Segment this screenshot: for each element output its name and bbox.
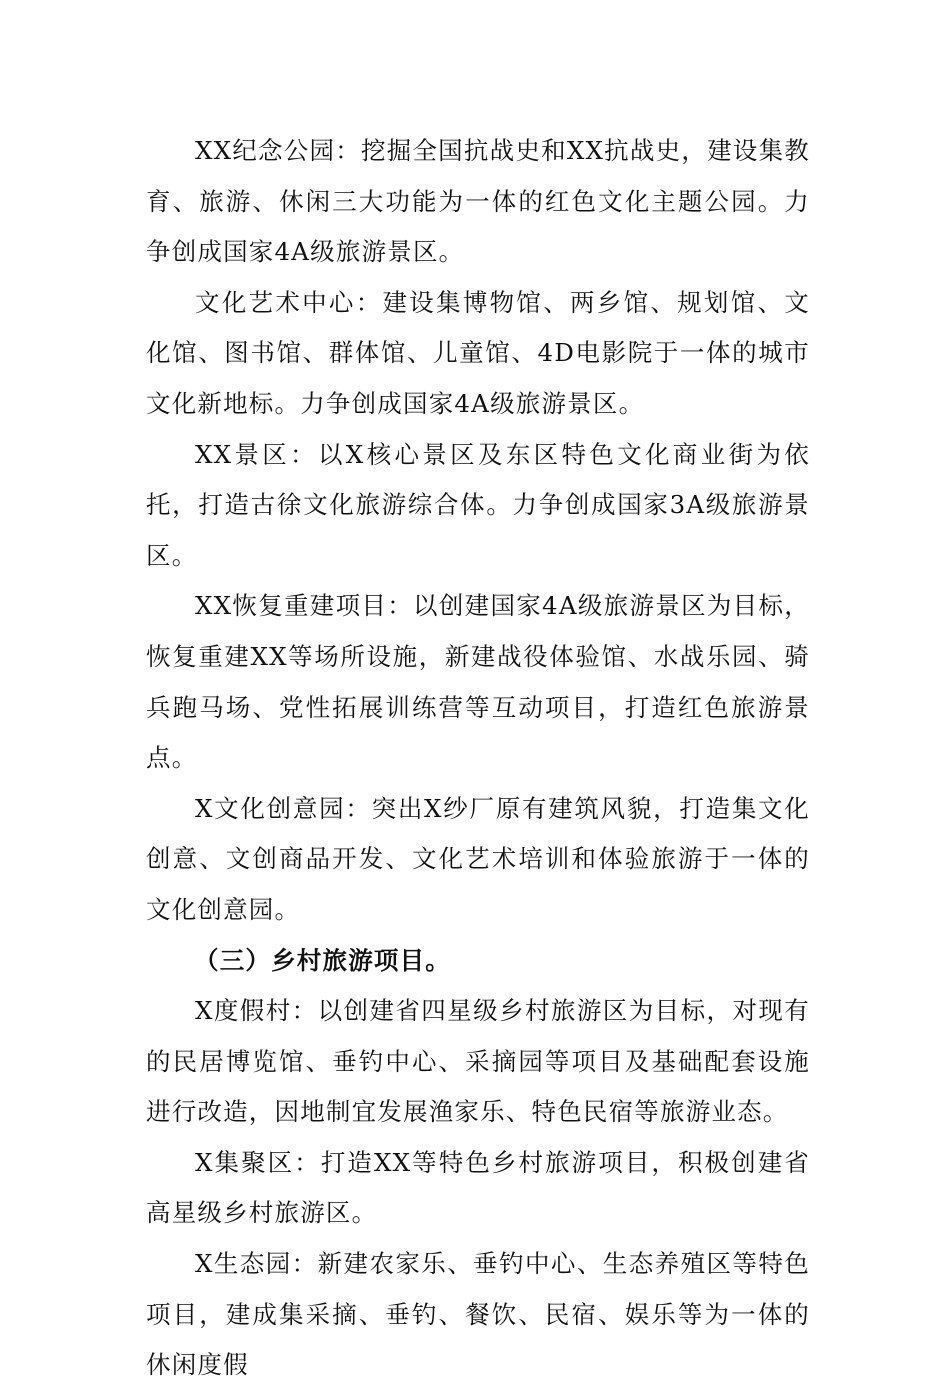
section-heading-rural-tourism: （三）乡村旅游项目。 xyxy=(194,945,451,975)
paragraph-restoration-project: XX恢复重建项目：以创建国家4A级旅游景区为目标，恢复重建XX等场所设施，新建战役体验馆、水战乐园、骑兵跑马场、党性拓展训练营等互动项目，打造红色旅游景点。 xyxy=(146,591,810,773)
paragraph-memorial-park: XX纪念公园：挖掘全国抗战史和XX抗战史，建设集教育、旅游、休闲三大功能为一体的红色文化主题公园。力争创成国家4A级旅游景区。 xyxy=(146,136,810,267)
document-body xyxy=(146,126,810,1391)
paragraph-creative-park: X文化创意园：突出X纱厂原有建筑风貌，打造集文化创意、文创商品开发、文化艺术培训和体验旅游于一体的文化创意园。 xyxy=(146,793,810,924)
paragraph-xx-scenic-area: XX景区：以X核心景区及东区特色文化商业街为依托，打造古徐文化旅游综合体。力争创成国家3A级旅游景区。 xyxy=(146,439,810,570)
paragraph-cluster-zone: X集聚区：打造XX等特色乡村旅游项目，积极创建省高星级乡村旅游区。 xyxy=(146,1147,810,1228)
paragraph-culture-art-center: 文化艺术中心：建设集博物馆、两乡馆、规划馆、文化馆、图书馆、群体馆、儿童馆、4D电影院于一体的城市文化新地标。力争创成国家4A级旅游景区。 xyxy=(146,287,810,418)
paragraph-eco-park: X生态园：新建农家乐、垂钓中心、生态养殖区等特色项目，建成集采摘、垂钓、餐饮、民宿、娱乐等为一体的休闲度假 xyxy=(146,1249,810,1380)
paragraph-resort-village: X度假村：以创建省四星级乡村旅游区为目标，对现有的民居博览馆、垂钓中心、采摘园等项目及基础配套设施进行改造，因地制宜发展渔家乐、特色民宿等旅游业态。 xyxy=(146,996,810,1127)
